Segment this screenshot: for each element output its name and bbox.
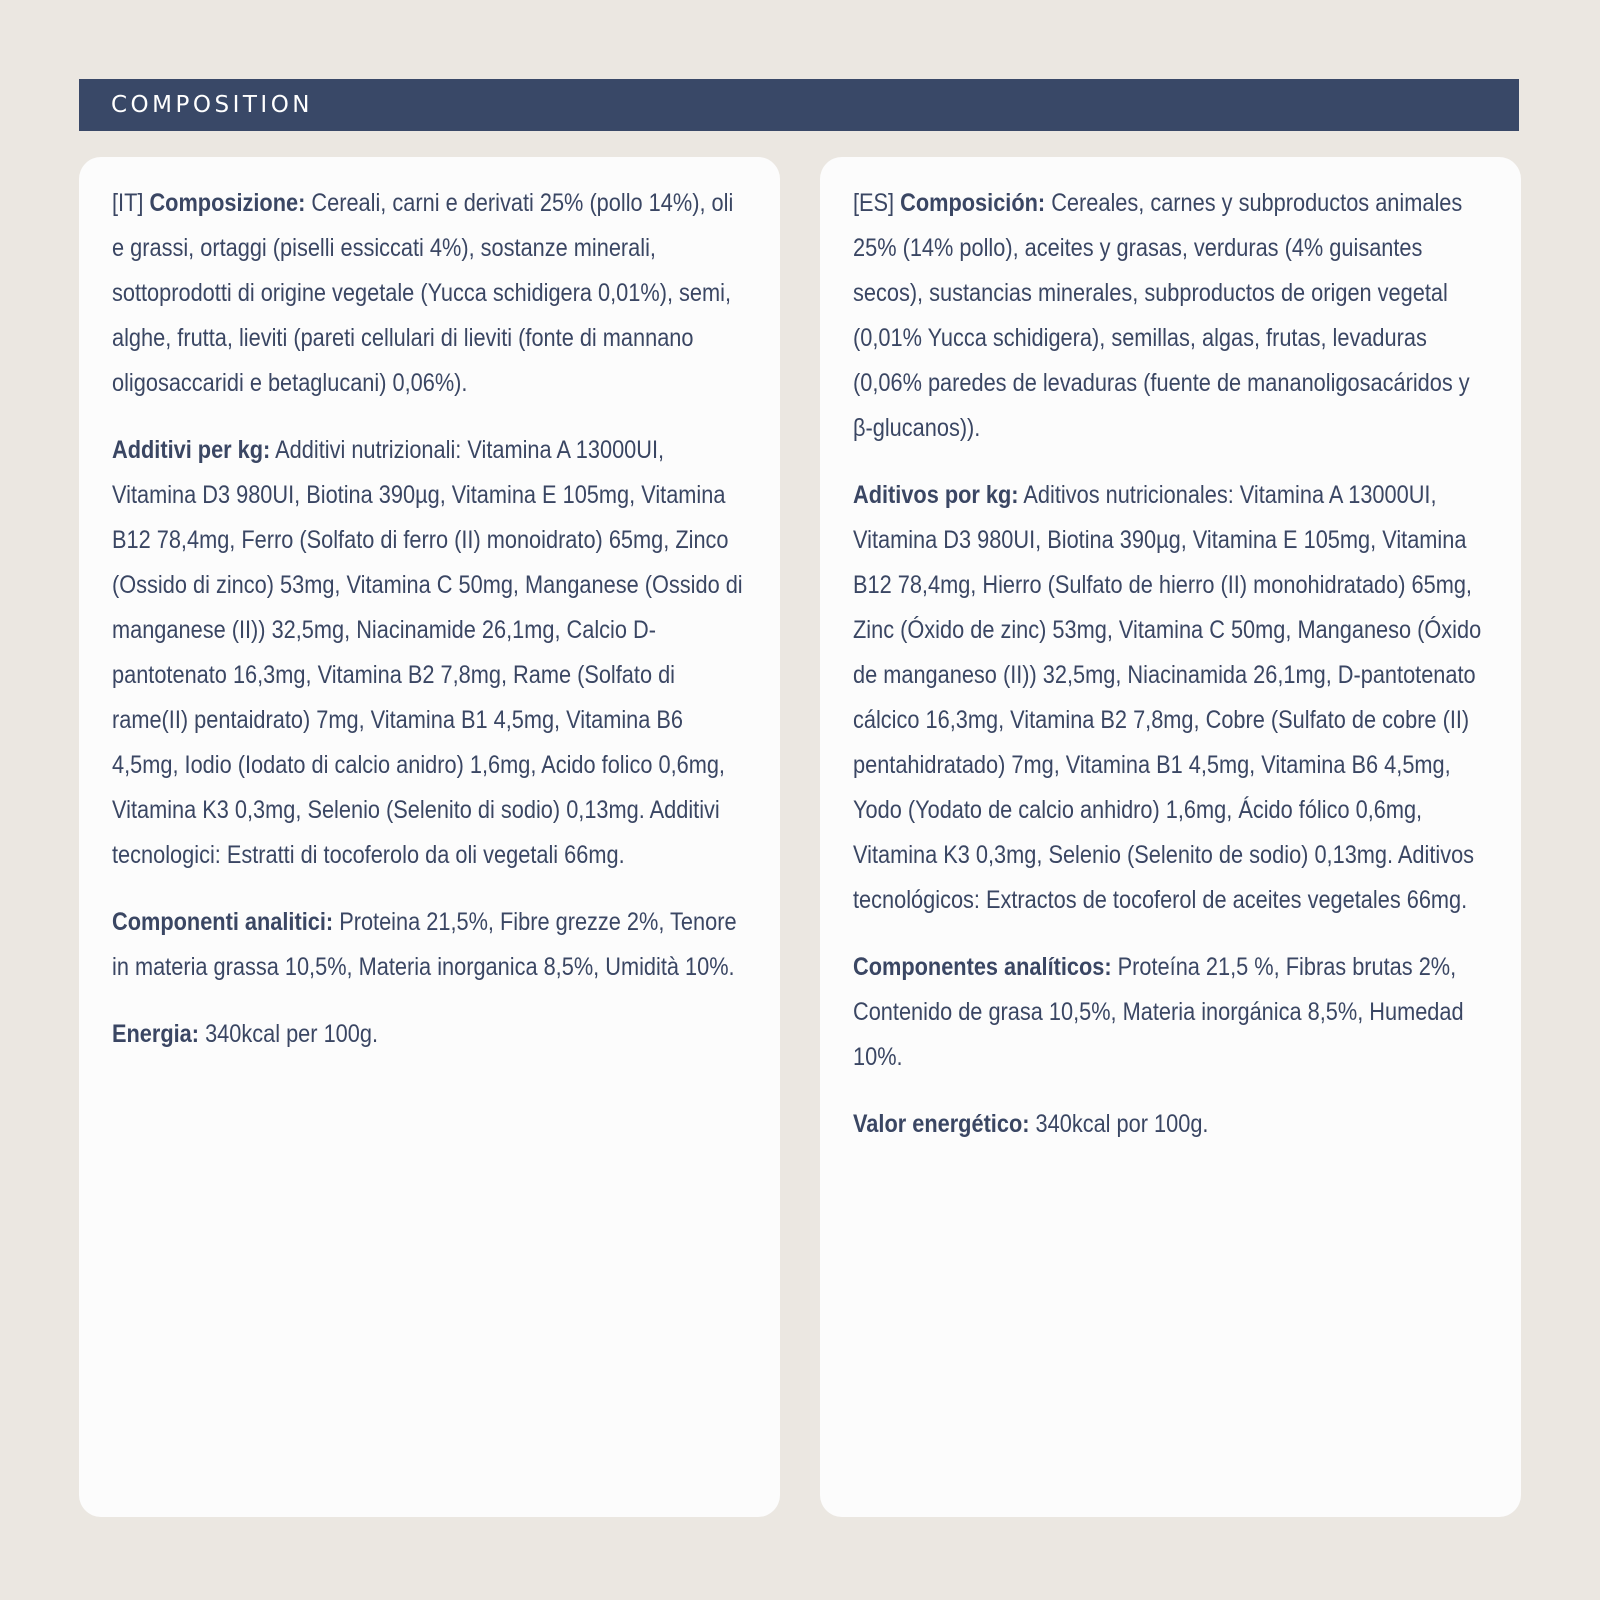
es-energy-text: 340kcal por 100g. (1035, 1110, 1209, 1138)
header-title: COMPOSITION (111, 92, 314, 118)
it-composition-paragraph (112, 181, 750, 406)
composition-header-bar (79, 79, 1519, 131)
it-language-tag: [IT] (112, 189, 144, 217)
it-analytical-paragraph (112, 900, 750, 990)
es-composition-paragraph (853, 181, 1491, 451)
it-composition-label: Composizione: (149, 189, 306, 217)
it-additives-label: Additivi per kg: (112, 436, 271, 464)
it-additives-paragraph (112, 428, 750, 878)
es-additives-label: Aditivos por kg: (853, 481, 1019, 509)
it-analytical-label: Componenti analitici: (112, 908, 334, 936)
it-composition-text: Cereali, carni e derivati 25% (pollo 14%), oli e grassi, ortaggi (piselli essiccati 4%), sostanze minerali, sottoprodotti di origine vegetale (Yucca schidigera 0,01%), semi, alghe, frutta, lieviti (pareti cellulari di lieviti (fonte di mannano oligosaccaridi e betaglucani) 0,06%). (112, 189, 734, 397)
es-additives-text: Aditivos nutricionales: Vitamina A 13000UI, Vitamina D3 980UI, Biotina 390µg, Vitamina E 105mg, Vitamina B12 78,4mg, Hierro (Sulfato de hierro (II) monohidratado) 65mg, Zinc (Óxido de zinc) 53mg, Vitamina C 50mg, Manganeso (Óxido de manganeso (II)) 32,5mg, Niacinamida 26,1mg, D-pantotenato cálcico 16,3mg, Vitamina B2 7,8mg, Cobre (Sulfato de cobre (II) pentahidratado) 7mg, Vitamina B1 4,5mg, Vitamina B6 4,5mg, Yodo (Yodato de calcio anhidro) 1,6mg, Ácido fólico 0,6mg, Vitamina K3 0,3mg, Selenio (Selenito de sodio) 0,13mg. Aditivos tecnológicos: Extractos de tocoferol de aceites vegetales 66mg. (853, 481, 1482, 914)
es-additives-paragraph (853, 473, 1491, 923)
es-analytical-text: Proteína 21,5 %, Fibras brutas 2%, Contenido de grasa 10,5%, Materia inorgánica 8,5%, Humedad 10%. (853, 953, 1464, 1071)
it-energy-label: Energia: (112, 1020, 200, 1048)
es-composition-label: Composición: (900, 189, 1046, 217)
es-energy-label: Valor energético: (853, 1110, 1030, 1138)
es-analytical-paragraph (853, 945, 1491, 1080)
it-additives-text: Additivi nutrizionali: Vitamina A 13000UI, Vitamina D3 980UI, Biotina 390µg, Vitamina E 105mg, Vitamina B12 78,4mg, Ferro (Solfato di ferro (II) monoidrato) 65mg, Zinco (Ossido di zinco) 53mg, Vitamina C 50mg, Manganese (Ossido di manganese (II)) 32,5mg, Niacinamide 26,1mg, Calcio D-pantotenato 16,3mg, Vitamina B2 7,8mg, Rame (Solfato di rame(II) pentaidrato) 7mg, Vitamina B1 4,5mg, Vitamina B6 4,5mg, Iodio (Iodato di calcio anidro) 1,6mg, Acido folico 0,6mg, Vitamina K3 0,3mg, Selenio (Selenito di sodio) 0,13mg. Additivi tecnologici: Estratti di tocoferolo da oli vegetali 66mg. (112, 436, 743, 869)
it-energy-paragraph (112, 1012, 750, 1057)
es-energy-paragraph (853, 1102, 1491, 1147)
it-energy-text: 340kcal per 100g. (205, 1020, 379, 1048)
panel-spanish (820, 157, 1521, 1517)
it-analytical-text: Proteina 21,5%, Fibre grezze 2%, Tenore in materia grassa 10,5%, Materia inorganica 8,5%, Umidità 10%. (112, 908, 737, 981)
es-language-tag: [ES] (853, 189, 895, 217)
panel-italian (79, 157, 780, 1517)
es-analytical-label: Componentes analíticos: (853, 953, 1112, 981)
es-composition-text: Cereales, carnes y subproductos animales 25% (14% pollo), aceites y grasas, verduras (4% guisantes secos), sustancias minerales, subproductos de origen vegetal (0,01% Yucca schidigera), semillas, algas, frutas, levaduras (0,06% paredes de levaduras (fuente de mananoligosacáridos y β-glucanos)). (853, 189, 1470, 442)
